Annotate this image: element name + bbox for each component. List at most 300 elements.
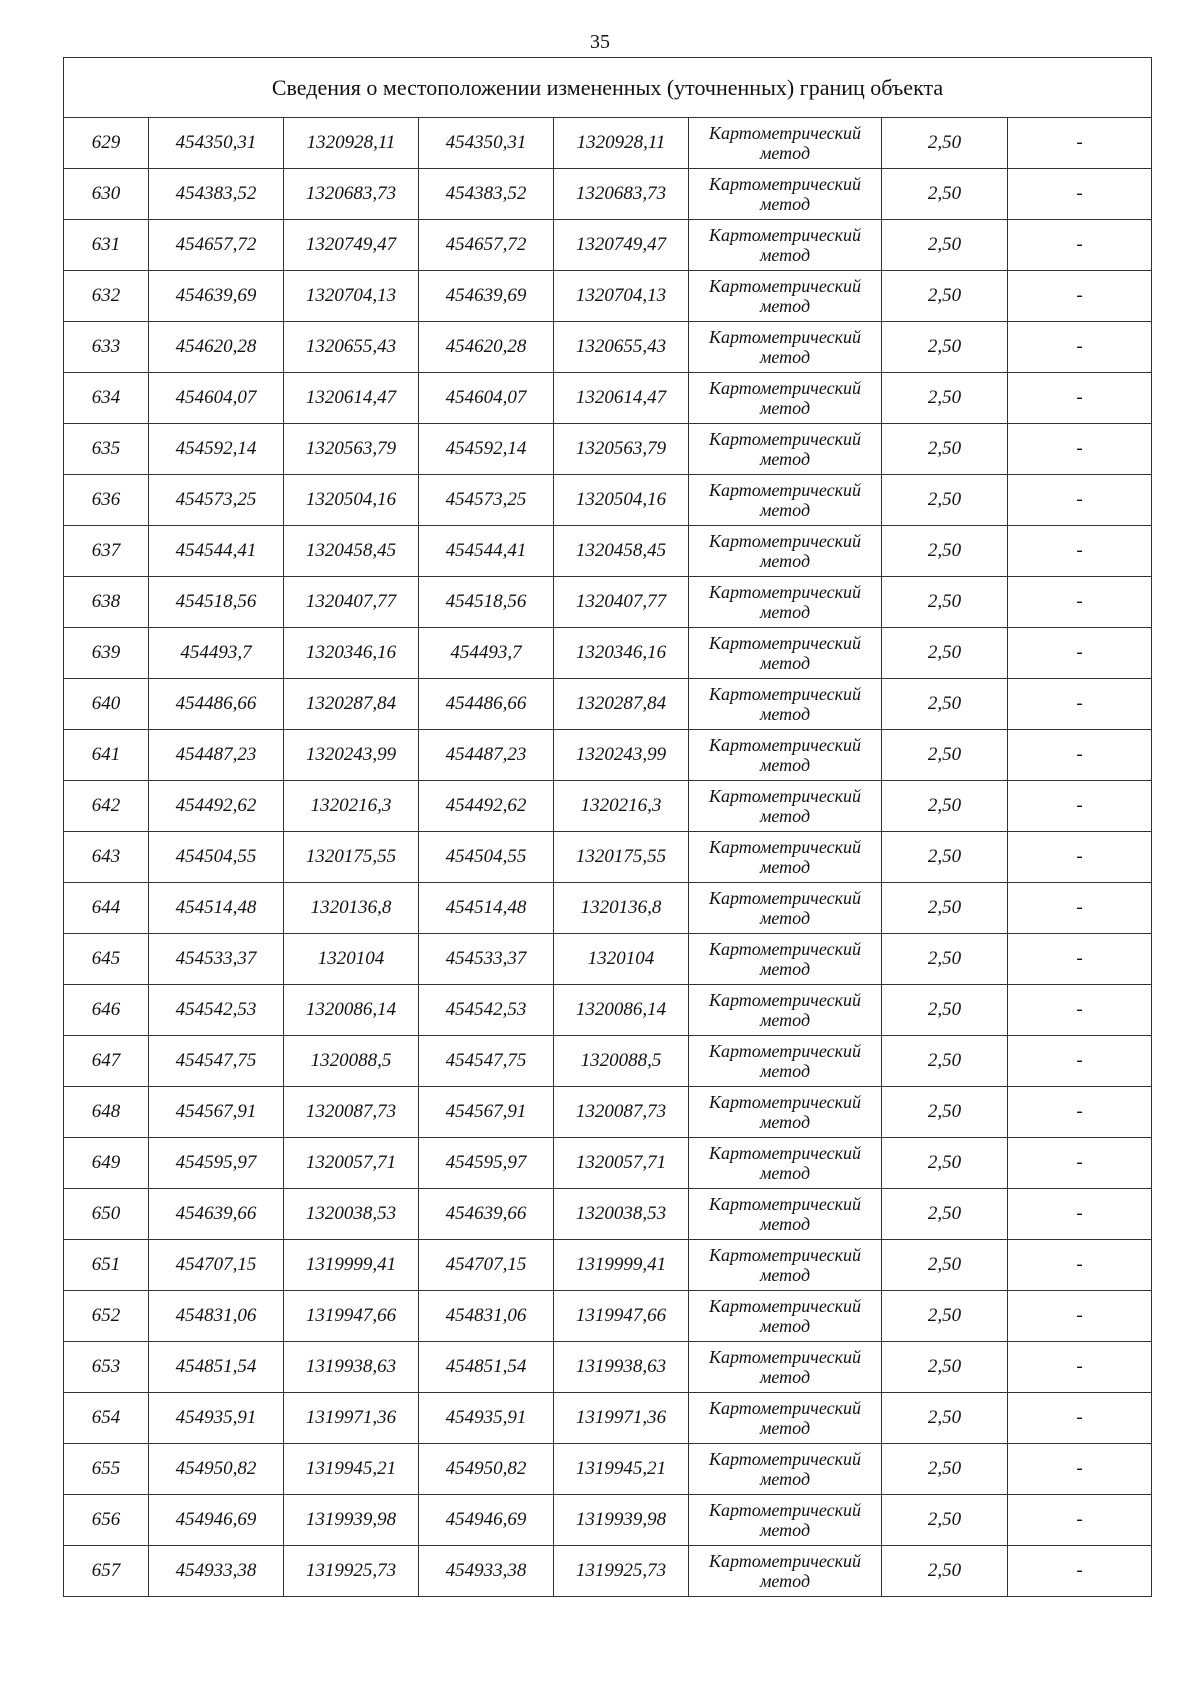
y-old-cell: 1320704,13 <box>284 271 419 322</box>
x-old-cell: 454950,82 <box>149 1444 284 1495</box>
table-row <box>64 934 1152 985</box>
description-cell: - <box>1008 679 1152 730</box>
method-line-1: Картометрический <box>708 480 861 500</box>
accuracy-cell: 2,50 <box>882 832 1008 883</box>
y-new-cell: 1320175,55 <box>554 832 689 883</box>
accuracy-cell: 2,50 <box>882 1036 1008 1087</box>
point-number-cell: 654 <box>64 1393 149 1444</box>
x-new-cell: 454595,97 <box>419 1138 554 1189</box>
table-row <box>64 1189 1152 1240</box>
method-line-1: Картометрический <box>708 1194 861 1214</box>
method-cell <box>689 271 882 322</box>
method-cell <box>689 1189 882 1240</box>
table-row <box>64 1240 1152 1291</box>
table-row <box>64 271 1152 322</box>
y-new-cell: 1319925,73 <box>554 1546 689 1597</box>
point-number-cell: 641 <box>64 730 149 781</box>
x-new-cell: 454533,37 <box>419 934 554 985</box>
method-line-1: Картометрический <box>708 735 861 755</box>
y-old-cell: 1320614,47 <box>284 373 419 424</box>
point-number-cell: 648 <box>64 1087 149 1138</box>
y-new-cell: 1320087,73 <box>554 1087 689 1138</box>
description-cell: - <box>1008 424 1152 475</box>
method-line-2: метод <box>759 143 811 163</box>
accuracy-cell: 2,50 <box>882 1291 1008 1342</box>
y-new-cell: 1319947,66 <box>554 1291 689 1342</box>
method-line-2: метод <box>759 1520 811 1540</box>
method-line-2: метод <box>759 1214 811 1234</box>
description-cell: - <box>1008 781 1152 832</box>
x-new-cell: 454639,66 <box>419 1189 554 1240</box>
point-number-cell: 639 <box>64 628 149 679</box>
description-cell: - <box>1008 1495 1152 1546</box>
table-row <box>64 1393 1152 1444</box>
y-old-cell: 1320563,79 <box>284 424 419 475</box>
table-row <box>64 1291 1152 1342</box>
method-line-2: метод <box>759 959 811 979</box>
x-old-cell: 454639,69 <box>149 271 284 322</box>
accuracy-cell: 2,50 <box>882 271 1008 322</box>
method-cell <box>689 1087 882 1138</box>
description-cell: - <box>1008 1342 1152 1393</box>
y-old-cell: 1320928,11 <box>284 118 419 169</box>
point-number-cell: 655 <box>64 1444 149 1495</box>
description-cell: - <box>1008 1444 1152 1495</box>
method-line-2: метод <box>759 806 811 826</box>
description-cell: - <box>1008 883 1152 934</box>
method-cell <box>689 1291 882 1342</box>
table-row <box>64 526 1152 577</box>
method-cell <box>689 883 882 934</box>
y-new-cell: 1320057,71 <box>554 1138 689 1189</box>
y-new-cell: 1320407,77 <box>554 577 689 628</box>
x-old-cell: 454935,91 <box>149 1393 284 1444</box>
x-old-cell: 454573,25 <box>149 475 284 526</box>
method-line-1: Картометрический <box>708 888 861 908</box>
accuracy-cell: 2,50 <box>882 118 1008 169</box>
accuracy-cell: 2,50 <box>882 1393 1008 1444</box>
boundary-coordinates-table <box>63 57 1152 1597</box>
point-number-cell: 630 <box>64 169 149 220</box>
method-cell <box>689 1240 882 1291</box>
point-number-cell: 643 <box>64 832 149 883</box>
point-number-cell: 644 <box>64 883 149 934</box>
x-old-cell: 454350,31 <box>149 118 284 169</box>
method-line-2: метод <box>759 1265 811 1285</box>
point-number-cell: 652 <box>64 1291 149 1342</box>
x-old-cell: 454592,14 <box>149 424 284 475</box>
accuracy-cell: 2,50 <box>882 1189 1008 1240</box>
description-cell: - <box>1008 1138 1152 1189</box>
accuracy-cell: 2,50 <box>882 1240 1008 1291</box>
accuracy-cell: 2,50 <box>882 1546 1008 1597</box>
method-cell <box>689 628 882 679</box>
table-title: Сведения о местоположении измененных (уточненных) границ объекта <box>64 58 1152 118</box>
x-new-cell: 454935,91 <box>419 1393 554 1444</box>
method-line-1: Картометрический <box>708 837 861 857</box>
description-cell: - <box>1008 526 1152 577</box>
method-line-1: Картометрический <box>708 684 861 704</box>
method-line-1: Картометрический <box>708 990 861 1010</box>
point-number-cell: 634 <box>64 373 149 424</box>
method-line-1: Картометрический <box>708 633 861 653</box>
method-cell <box>689 220 882 271</box>
y-new-cell: 1320287,84 <box>554 679 689 730</box>
y-old-cell: 1319971,36 <box>284 1393 419 1444</box>
accuracy-cell: 2,50 <box>882 526 1008 577</box>
y-old-cell: 1320346,16 <box>284 628 419 679</box>
point-number-cell: 642 <box>64 781 149 832</box>
table-row <box>64 1138 1152 1189</box>
table-row <box>64 220 1152 271</box>
y-old-cell: 1320287,84 <box>284 679 419 730</box>
y-new-cell: 1319971,36 <box>554 1393 689 1444</box>
method-cell <box>689 169 882 220</box>
x-new-cell: 454542,53 <box>419 985 554 1036</box>
table-row <box>64 169 1152 220</box>
accuracy-cell: 2,50 <box>882 220 1008 271</box>
point-number-cell: 633 <box>64 322 149 373</box>
y-new-cell: 1320216,3 <box>554 781 689 832</box>
description-cell: - <box>1008 1393 1152 1444</box>
description-cell: - <box>1008 118 1152 169</box>
method-cell <box>689 526 882 577</box>
x-old-cell: 454544,41 <box>149 526 284 577</box>
accuracy-cell: 2,50 <box>882 730 1008 781</box>
accuracy-cell: 2,50 <box>882 373 1008 424</box>
table-row <box>64 322 1152 373</box>
method-cell <box>689 730 882 781</box>
y-old-cell: 1320216,3 <box>284 781 419 832</box>
x-new-cell: 454707,15 <box>419 1240 554 1291</box>
table-row <box>64 373 1152 424</box>
method-line-1: Картометрический <box>708 1551 861 1571</box>
description-cell: - <box>1008 322 1152 373</box>
description-cell: - <box>1008 1546 1152 1597</box>
y-old-cell: 1320104 <box>284 934 419 985</box>
table-title-row <box>64 58 1152 118</box>
accuracy-cell: 2,50 <box>882 781 1008 832</box>
table-row <box>64 730 1152 781</box>
y-old-cell: 1320504,16 <box>284 475 419 526</box>
point-number-cell: 632 <box>64 271 149 322</box>
y-old-cell: 1320749,47 <box>284 220 419 271</box>
table-row <box>64 424 1152 475</box>
method-line-1: Картометрический <box>708 1143 861 1163</box>
x-old-cell: 454604,07 <box>149 373 284 424</box>
description-cell: - <box>1008 628 1152 679</box>
x-old-cell: 454933,38 <box>149 1546 284 1597</box>
x-new-cell: 454350,31 <box>419 118 554 169</box>
point-number-cell: 636 <box>64 475 149 526</box>
y-old-cell: 1320057,71 <box>284 1138 419 1189</box>
method-line-2: метод <box>759 1367 811 1387</box>
x-new-cell: 454383,52 <box>419 169 554 220</box>
description-cell: - <box>1008 832 1152 883</box>
point-number-cell: 629 <box>64 118 149 169</box>
table-row <box>64 1087 1152 1138</box>
table-row <box>64 985 1152 1036</box>
point-number-cell: 656 <box>64 1495 149 1546</box>
y-old-cell: 1320088,5 <box>284 1036 419 1087</box>
accuracy-cell: 2,50 <box>882 1342 1008 1393</box>
point-number-cell: 645 <box>64 934 149 985</box>
method-line-1: Картометрический <box>708 123 861 143</box>
point-number-cell: 650 <box>64 1189 149 1240</box>
method-cell <box>689 373 882 424</box>
y-old-cell: 1319925,73 <box>284 1546 419 1597</box>
x-new-cell: 454493,7 <box>419 628 554 679</box>
x-new-cell: 454946,69 <box>419 1495 554 1546</box>
method-line-2: метод <box>759 1418 811 1438</box>
method-line-2: метод <box>759 1163 811 1183</box>
accuracy-cell: 2,50 <box>882 628 1008 679</box>
x-new-cell: 454950,82 <box>419 1444 554 1495</box>
y-old-cell: 1319939,98 <box>284 1495 419 1546</box>
x-old-cell: 454707,15 <box>149 1240 284 1291</box>
y-old-cell: 1320086,14 <box>284 985 419 1036</box>
table-row <box>64 118 1152 169</box>
description-cell: - <box>1008 1291 1152 1342</box>
method-cell <box>689 322 882 373</box>
table-row <box>64 475 1152 526</box>
method-cell <box>689 1138 882 1189</box>
y-old-cell: 1319945,21 <box>284 1444 419 1495</box>
method-line-2: метод <box>759 245 811 265</box>
description-cell: - <box>1008 1189 1152 1240</box>
description-cell: - <box>1008 169 1152 220</box>
x-old-cell: 454851,54 <box>149 1342 284 1393</box>
method-cell <box>689 1036 882 1087</box>
table-row <box>64 1036 1152 1087</box>
description-cell: - <box>1008 1240 1152 1291</box>
method-line-2: метод <box>759 1112 811 1132</box>
method-cell <box>689 1393 882 1444</box>
x-new-cell: 454518,56 <box>419 577 554 628</box>
accuracy-cell: 2,50 <box>882 424 1008 475</box>
point-number-cell: 647 <box>64 1036 149 1087</box>
method-line-1: Картометрический <box>708 1500 861 1520</box>
x-new-cell: 454567,91 <box>419 1087 554 1138</box>
x-old-cell: 454567,91 <box>149 1087 284 1138</box>
x-old-cell: 454620,28 <box>149 322 284 373</box>
table-row <box>64 679 1152 730</box>
method-line-2: метод <box>759 1316 811 1336</box>
x-old-cell: 454831,06 <box>149 1291 284 1342</box>
table-row <box>64 1342 1152 1393</box>
method-line-1: Картометрический <box>708 531 861 551</box>
x-new-cell: 454639,69 <box>419 271 554 322</box>
point-number-cell: 631 <box>64 220 149 271</box>
method-cell <box>689 577 882 628</box>
y-old-cell: 1320683,73 <box>284 169 419 220</box>
point-number-cell: 637 <box>64 526 149 577</box>
y-new-cell: 1320086,14 <box>554 985 689 1036</box>
accuracy-cell: 2,50 <box>882 934 1008 985</box>
method-cell <box>689 1444 882 1495</box>
y-new-cell: 1320563,79 <box>554 424 689 475</box>
x-new-cell: 454831,06 <box>419 1291 554 1342</box>
point-number-cell: 638 <box>64 577 149 628</box>
x-new-cell: 454492,62 <box>419 781 554 832</box>
method-line-1: Картометрический <box>708 429 861 449</box>
point-number-cell: 653 <box>64 1342 149 1393</box>
method-line-2: метод <box>759 1061 811 1081</box>
description-cell: - <box>1008 373 1152 424</box>
description-cell: - <box>1008 577 1152 628</box>
method-cell <box>689 781 882 832</box>
method-line-2: метод <box>759 551 811 571</box>
x-old-cell: 454486,66 <box>149 679 284 730</box>
method-line-1: Картометрический <box>708 1092 861 1112</box>
x-old-cell: 454487,23 <box>149 730 284 781</box>
x-old-cell: 454595,97 <box>149 1138 284 1189</box>
x-new-cell: 454544,41 <box>419 526 554 577</box>
y-old-cell: 1320038,53 <box>284 1189 419 1240</box>
y-new-cell: 1320749,47 <box>554 220 689 271</box>
method-cell <box>689 118 882 169</box>
x-old-cell: 454518,56 <box>149 577 284 628</box>
y-new-cell: 1320458,45 <box>554 526 689 577</box>
y-new-cell: 1320504,16 <box>554 475 689 526</box>
table-row <box>64 628 1152 679</box>
y-old-cell: 1320087,73 <box>284 1087 419 1138</box>
method-cell <box>689 1495 882 1546</box>
y-new-cell: 1320655,43 <box>554 322 689 373</box>
x-new-cell: 454487,23 <box>419 730 554 781</box>
y-new-cell: 1320038,53 <box>554 1189 689 1240</box>
method-line-1: Картометрический <box>708 939 861 959</box>
method-line-2: метод <box>759 449 811 469</box>
method-cell <box>689 424 882 475</box>
method-line-1: Картометрический <box>708 582 861 602</box>
x-old-cell: 454547,75 <box>149 1036 284 1087</box>
method-line-1: Картометрический <box>708 276 861 296</box>
x-old-cell: 454504,55 <box>149 832 284 883</box>
table-row <box>64 781 1152 832</box>
method-cell <box>689 832 882 883</box>
x-new-cell: 454504,55 <box>419 832 554 883</box>
y-new-cell: 1320614,47 <box>554 373 689 424</box>
x-old-cell: 454533,37 <box>149 934 284 985</box>
accuracy-cell: 2,50 <box>882 169 1008 220</box>
y-new-cell: 1320683,73 <box>554 169 689 220</box>
y-old-cell: 1320175,55 <box>284 832 419 883</box>
method-line-2: метод <box>759 398 811 418</box>
x-old-cell: 454542,53 <box>149 985 284 1036</box>
x-new-cell: 454657,72 <box>419 220 554 271</box>
x-old-cell: 454492,62 <box>149 781 284 832</box>
accuracy-cell: 2,50 <box>882 1444 1008 1495</box>
description-cell: - <box>1008 1087 1152 1138</box>
table-row <box>64 832 1152 883</box>
accuracy-cell: 2,50 <box>882 679 1008 730</box>
method-line-1: Картометрический <box>708 1245 861 1265</box>
method-line-2: метод <box>759 1469 811 1489</box>
y-new-cell: 1319945,21 <box>554 1444 689 1495</box>
method-cell <box>689 934 882 985</box>
method-line-2: метод <box>759 602 811 622</box>
method-line-2: метод <box>759 653 811 673</box>
description-cell: - <box>1008 475 1152 526</box>
method-line-2: метод <box>759 1571 811 1591</box>
x-old-cell: 454946,69 <box>149 1495 284 1546</box>
method-line-1: Картометрический <box>708 225 861 245</box>
y-old-cell: 1319999,41 <box>284 1240 419 1291</box>
accuracy-cell: 2,50 <box>882 1138 1008 1189</box>
y-new-cell: 1320243,99 <box>554 730 689 781</box>
method-line-2: метод <box>759 500 811 520</box>
x-new-cell: 454547,75 <box>419 1036 554 1087</box>
y-new-cell: 1320104 <box>554 934 689 985</box>
description-cell: - <box>1008 1036 1152 1087</box>
y-old-cell: 1319947,66 <box>284 1291 419 1342</box>
method-line-2: метод <box>759 296 811 316</box>
x-new-cell: 454573,25 <box>419 475 554 526</box>
method-line-1: Картометрический <box>708 1347 861 1367</box>
accuracy-cell: 2,50 <box>882 322 1008 373</box>
y-new-cell: 1320928,11 <box>554 118 689 169</box>
description-cell: - <box>1008 985 1152 1036</box>
table-row <box>64 1444 1152 1495</box>
x-old-cell: 454493,7 <box>149 628 284 679</box>
x-old-cell: 454639,66 <box>149 1189 284 1240</box>
y-old-cell: 1320243,99 <box>284 730 419 781</box>
x-new-cell: 454514,48 <box>419 883 554 934</box>
accuracy-cell: 2,50 <box>882 985 1008 1036</box>
method-line-2: метод <box>759 1010 811 1030</box>
y-new-cell: 1320346,16 <box>554 628 689 679</box>
y-old-cell: 1320407,77 <box>284 577 419 628</box>
accuracy-cell: 2,50 <box>882 475 1008 526</box>
y-old-cell: 1320136,8 <box>284 883 419 934</box>
method-line-1: Картометрический <box>708 174 861 194</box>
y-old-cell: 1319938,63 <box>284 1342 419 1393</box>
x-new-cell: 454620,28 <box>419 322 554 373</box>
y-new-cell: 1320088,5 <box>554 1036 689 1087</box>
x-old-cell: 454657,72 <box>149 220 284 271</box>
accuracy-cell: 2,50 <box>882 577 1008 628</box>
page-number: 35 <box>590 31 610 53</box>
method-line-1: Картометрический <box>708 1398 861 1418</box>
method-cell <box>689 475 882 526</box>
description-cell: - <box>1008 934 1152 985</box>
y-new-cell: 1319938,63 <box>554 1342 689 1393</box>
x-new-cell: 454486,66 <box>419 679 554 730</box>
x-new-cell: 454592,14 <box>419 424 554 475</box>
y-old-cell: 1320458,45 <box>284 526 419 577</box>
x-new-cell: 454604,07 <box>419 373 554 424</box>
method-line-2: метод <box>759 194 811 214</box>
description-cell: - <box>1008 730 1152 781</box>
y-new-cell: 1320136,8 <box>554 883 689 934</box>
accuracy-cell: 2,50 <box>882 883 1008 934</box>
y-old-cell: 1320655,43 <box>284 322 419 373</box>
point-number-cell: 640 <box>64 679 149 730</box>
method-cell <box>689 985 882 1036</box>
description-cell: - <box>1008 220 1152 271</box>
point-number-cell: 657 <box>64 1546 149 1597</box>
method-line-1: Картометрический <box>708 1041 861 1061</box>
table-row <box>64 883 1152 934</box>
y-new-cell: 1320704,13 <box>554 271 689 322</box>
method-line-2: метод <box>759 347 811 367</box>
table-row <box>64 577 1152 628</box>
method-line-2: метод <box>759 704 811 724</box>
method-cell <box>689 679 882 730</box>
method-line-1: Картометрический <box>708 786 861 806</box>
y-new-cell: 1319999,41 <box>554 1240 689 1291</box>
